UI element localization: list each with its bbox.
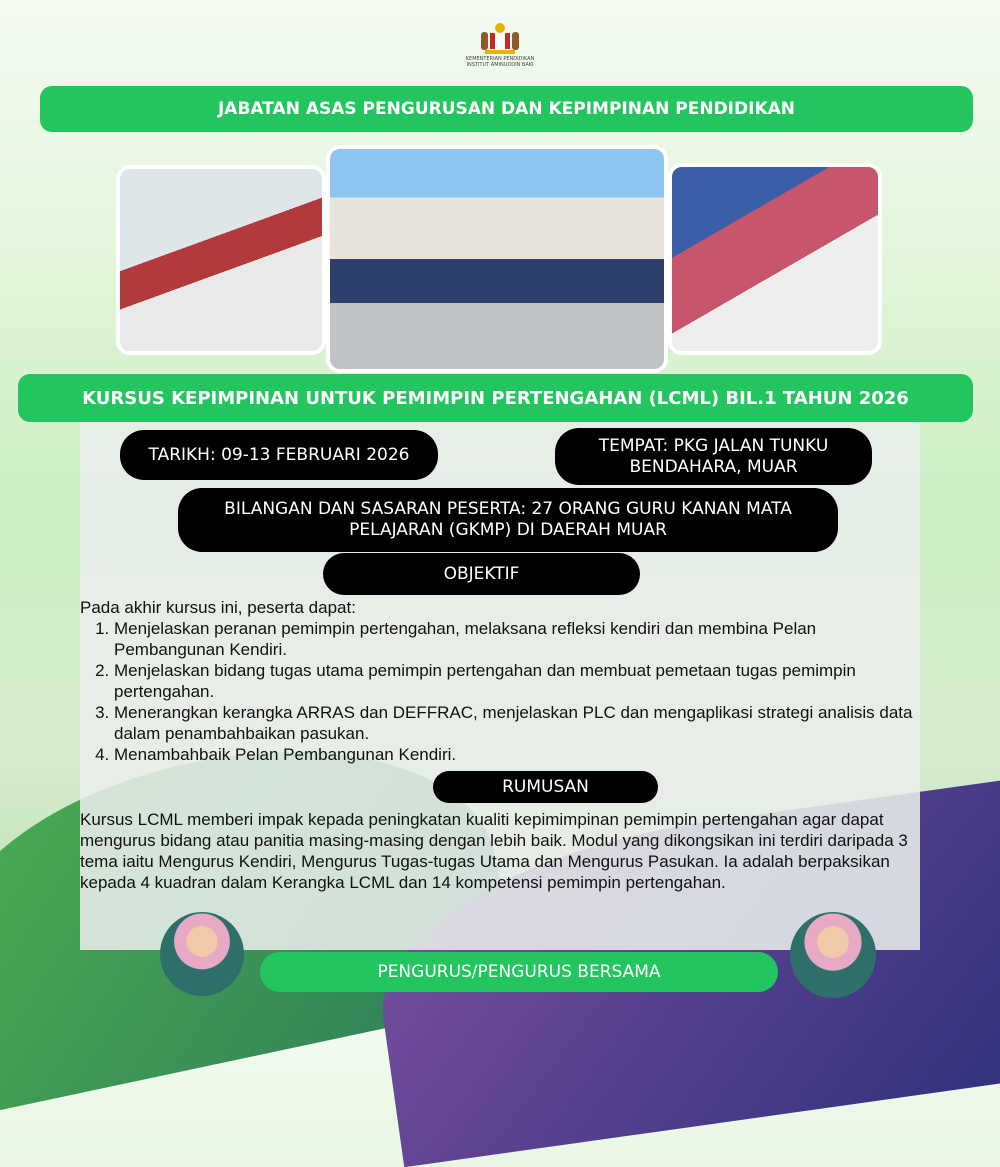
avatar-manager-1 <box>160 912 244 996</box>
photo-group-picture <box>326 145 668 373</box>
objektif-intro: Pada akhir kursus ini, peserta dapat: <box>80 598 356 617</box>
rumusan-text: Kursus LCML memberi impak kepada peningkatan kualiti kepimimpinan pemimpin pertengahan agar dapat mengurus bidang atau panitia masing-masing dengan lebih baik. Modul yang dikongsikan ini terdiri daripada 3 tema iaitu Mengurus Kendiri, Mengurus Tugas-tugas Utama dan Mengurus Pasukan. Ia adalah berpaksikan kepada 4 kuadran dalam Kerangka LCML dan 14 kompetensi pemimpin pertengahan. <box>80 810 908 892</box>
content-flow <box>80 597 925 893</box>
logo-line1: KEMENTERIAN PENDIDIKAN <box>465 56 535 62</box>
ministry-logo <box>450 22 550 68</box>
logo-line2: INSTITUT AMINUDDIN BAKI <box>466 62 534 68</box>
photo-group-activity <box>116 165 326 355</box>
participants-pill: BILANGAN DAN SASARAN PESERTA: 27 ORANG GURU KANAN MATA PELAJARAN (GKMP) DI DAERAH MUAR <box>178 488 838 552</box>
venue-pill: TEMPAT: PKG JALAN TUNKU BENDAHARA, MUAR <box>555 428 872 485</box>
department-banner: JABATAN ASAS PENGURUSAN DAN KEPIMPINAN PENDIDIKAN <box>40 86 973 132</box>
objektif-item: 4. Menambahbaik Pelan Pembangunan Kendiri. <box>114 744 925 765</box>
objektif-section <box>80 597 925 765</box>
crest-icon <box>475 22 525 56</box>
rumusan-heading: RUMUSAN <box>433 771 658 803</box>
objektif-item: 1. Menjelaskan peranan pemimpin pertengahan, melaksana refleksi kendiri dan membina Pelan Pembangunan Kendiri. <box>114 618 925 660</box>
photo-participants-discussion <box>668 163 882 355</box>
course-title-banner: KURSUS KEPIMPINAN UNTUK PEMIMPIN PERTENGAHAN (LCML) BIL.1 TAHUN 2026 <box>18 374 973 422</box>
objektif-item: 2. Menjelaskan bidang tugas utama pemimpin pertengahan dan membuat pemetaan tugas pemimpin pertengahan. <box>114 660 925 702</box>
objektif-list <box>80 618 925 765</box>
avatar-manager-2 <box>790 912 876 998</box>
objektif-item: 3. Menerangkan kerangka ARRAS dan DEFFRAC, menjelaskan PLC dan mengaplikasi strategi analisis data dalam penambahbaikan pasukan. <box>114 702 925 744</box>
date-pill: TARIKH: 09-13 FEBRUARI 2026 <box>120 430 438 480</box>
objektif-heading: OBJEKTIF <box>323 553 640 595</box>
pengurus-banner: PENGURUS/PENGURUS BERSAMA <box>260 952 778 992</box>
